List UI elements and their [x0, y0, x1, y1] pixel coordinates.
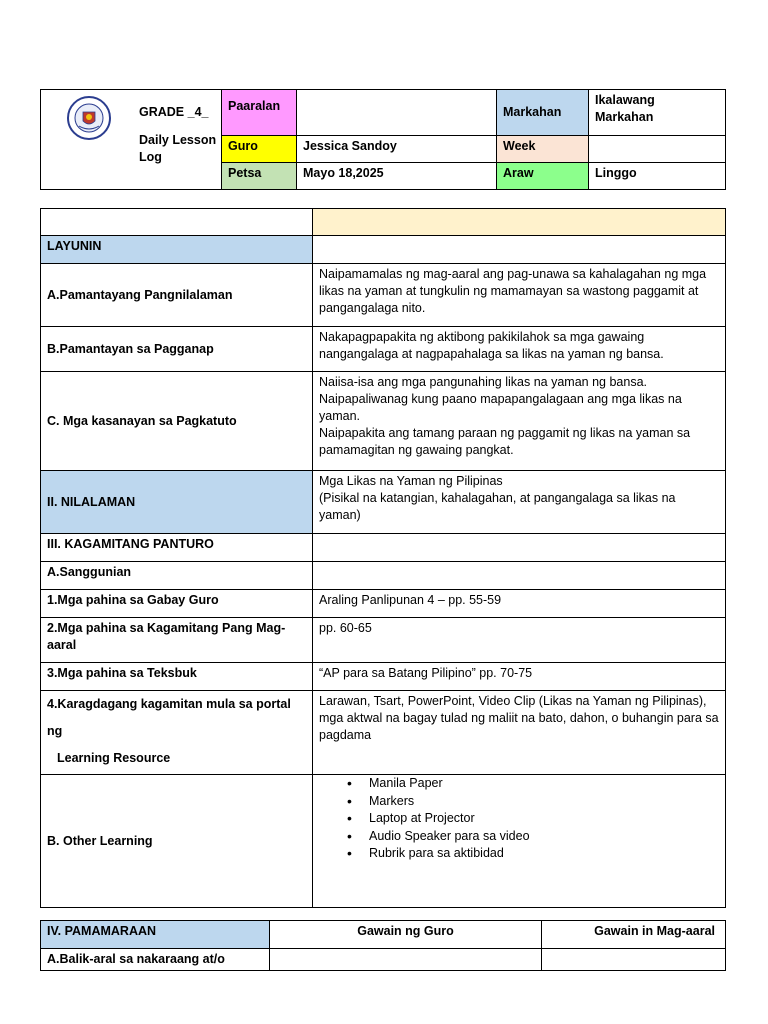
kagamitang-panturo-value — [313, 534, 726, 562]
balik-aral-mag-aaral — [542, 949, 726, 971]
araw-label: Araw — [497, 163, 589, 190]
other-learning-value — [313, 775, 726, 908]
week-value — [589, 136, 726, 163]
paaralan-value — [297, 90, 497, 136]
karagdagang-kagamitan-label: 4.Karagdagang kagamitan mula sa portal ng Learning Resource — [41, 691, 313, 775]
list-item: • Laptop at Projector — [319, 810, 719, 828]
nilalaman-value: Mga Likas na Yaman ng Pilipinas (Pisikal na katangian, kahalagahan, at pangangalaga sa likas na yaman) — [313, 471, 726, 534]
kasanayan-label: C. Mga kasanayan sa Pagkatuto — [41, 372, 313, 471]
log-title: Daily Lesson Log — [139, 133, 217, 164]
header-table — [40, 89, 726, 190]
guro-value: Jessica Sandoy — [297, 136, 497, 163]
teksbuk-label: 3.Mga pahina sa Teksbuk — [41, 663, 313, 691]
teksbuk-value: “AP para sa Batang Pilipino” pp. 70-75 — [313, 663, 726, 691]
karagdagang-kagamitan-value: Larawan, Tsart, PowerPoint, Video Clip (Likas na Yaman ng Pilipinas), mga aktwal na bagay tulad ng maliit na bato, dahon, o buhangin para sa pagdama — [313, 691, 726, 775]
petsa-value: Mayo 18,2025 — [297, 163, 497, 190]
kagamitang-mag-aaral-value: pp. 60-65 — [313, 618, 726, 663]
balik-aral-guro — [270, 949, 542, 971]
pamantayan-pagganap-label: B.Pamantayan sa Pagganap — [41, 327, 313, 372]
logo-grade-cell — [41, 90, 222, 190]
blank-cream-cell — [313, 209, 726, 236]
pamantayang-pangnilalaman-label: A.Pamantayang Pangnilalaman — [41, 264, 313, 327]
list-item: • Manila Paper — [319, 775, 719, 793]
layunin-label: LAYUNIN — [41, 236, 313, 264]
pamamaraan-label: IV. PAMAMARAAN — [41, 921, 270, 949]
blank-cell — [41, 209, 313, 236]
pamantayang-pangnilalaman-value: Naipamamalas ng mag-aaral ang pag-unawa sa kahalagahan ng mga likas na yaman at tungkulin ng mamamayan sa wastong paggamit at pangangalaga nito. — [313, 264, 726, 327]
sanggunian-label: A.Sanggunian — [41, 562, 313, 590]
procedure-table — [40, 920, 726, 971]
list-item: • Audio Speaker para sa video — [319, 828, 719, 846]
list-item: • Markers — [319, 793, 719, 811]
markahan-value: Ikalawang Markahan — [589, 90, 726, 136]
kasanayan-value: Naiisa-isa ang mga pangunahing likas na yaman ng bansa. Naipapaliwanag kung paano mapapangalagaan ang mga likas na yaman. Naipapakita ang tamang paraan ng paggamit ng likas na yaman sa pamamagitan ng gawaing pangkat. — [313, 372, 726, 471]
petsa-label: Petsa — [222, 163, 297, 190]
deped-seal-icon — [66, 95, 112, 141]
materials-list — [319, 775, 719, 863]
gabay-guro-value: Araling Panlipunan 4 – pp. 55-59 — [313, 590, 726, 618]
gawain-mag-aaral-header: Gawain in Mag-aaral — [542, 921, 726, 949]
list-item: • Rubrik para sa aktibidad — [319, 845, 719, 863]
gabay-guro-label: 1.Mga pahina sa Gabay Guro — [41, 590, 313, 618]
guro-label: Guro — [222, 136, 297, 163]
sanggunian-value — [313, 562, 726, 590]
paaralan-label: Paaralan — [222, 90, 297, 136]
pamantayan-pagganap-value: Nakapagpapakita ng aktibong pakikilahok sa mga gawaing nangangalaga at nagpapahalaga sa likas na yaman ng bansa. — [313, 327, 726, 372]
markahan-label: Markahan — [497, 90, 589, 136]
balik-aral-label: A.Balik-aral sa nakaraang at/o — [41, 949, 270, 971]
lesson-table — [40, 208, 726, 908]
gawain-guro-header: Gawain ng Guro — [270, 921, 542, 949]
nilalaman-label: II. NILALAMAN — [41, 471, 313, 534]
kagamitang-panturo-label: III. KAGAMITANG PANTURO — [41, 534, 313, 562]
layunin-value — [313, 236, 726, 264]
grade-label: GRADE _4_ — [139, 105, 209, 119]
week-label: Week — [497, 136, 589, 163]
other-learning-label: B. Other Learning — [41, 775, 313, 908]
araw-value: Linggo — [589, 163, 726, 190]
kagamitang-mag-aaral-label: 2.Mga pahina sa Kagamitang Pang Mag-aaral — [41, 618, 313, 663]
